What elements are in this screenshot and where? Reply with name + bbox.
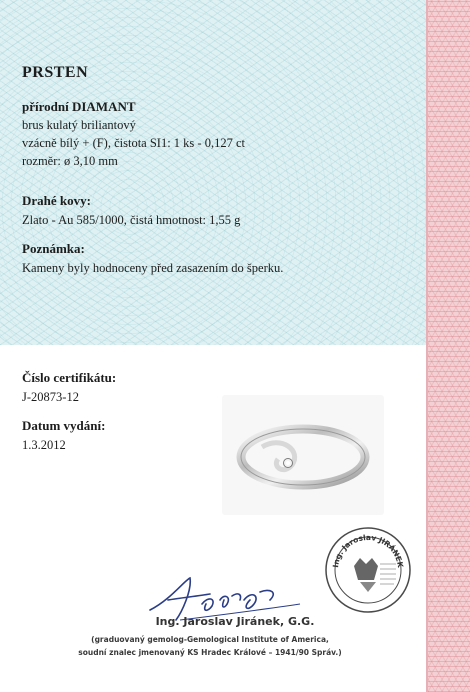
stone-quality: vzácně bílý + (F), čistota SI1: 1 ks - 0,127 ct [22, 136, 245, 150]
issue-date-label: Datum vydání: [22, 418, 106, 433]
decorative-side-border [426, 0, 470, 692]
stone-size: rozměr: ø 3,10 mm [22, 154, 118, 168]
issuer-credentials [40, 633, 380, 659]
product-title: PRSTEN [22, 64, 89, 81]
note-value: Kameny byly hodnoceny před zasazením do šperku. [22, 261, 284, 275]
issuer-credentials-line2: soudní znalec jmenovaný KS Hradec Králové – 1941/90 Správ.) [78, 648, 342, 657]
stone-cut: brus kulatý briliantový [22, 118, 136, 132]
issuer-credentials-line1: (graduovaný gemolog-Gemological Institute of America, [91, 635, 329, 644]
stone-heading: přírodní DIAMANT [22, 99, 136, 114]
note-heading: Poznámka: [22, 241, 85, 256]
seal-caption: Ing. Jaroslav JIRÁNEK [331, 532, 405, 569]
metals-heading: Drahé kovy: [22, 193, 91, 208]
guilloche-background [0, 0, 428, 345]
cert-number-label: Číslo certifikátu: [22, 370, 117, 385]
official-seal [324, 526, 412, 614]
ring-photo [222, 395, 384, 515]
seal-stamp-icon [324, 526, 412, 614]
metals-value: Zlato - Au 585/1000, čistá hmotnost: 1,55 g [22, 213, 241, 227]
ring-icon [222, 395, 384, 515]
issuer-name: Ing. Jaroslav Jiránek, G.G. [155, 615, 315, 628]
issue-date-value: 1.3.2012 [22, 438, 66, 452]
cert-number-value: J-20873-12 [22, 390, 79, 404]
